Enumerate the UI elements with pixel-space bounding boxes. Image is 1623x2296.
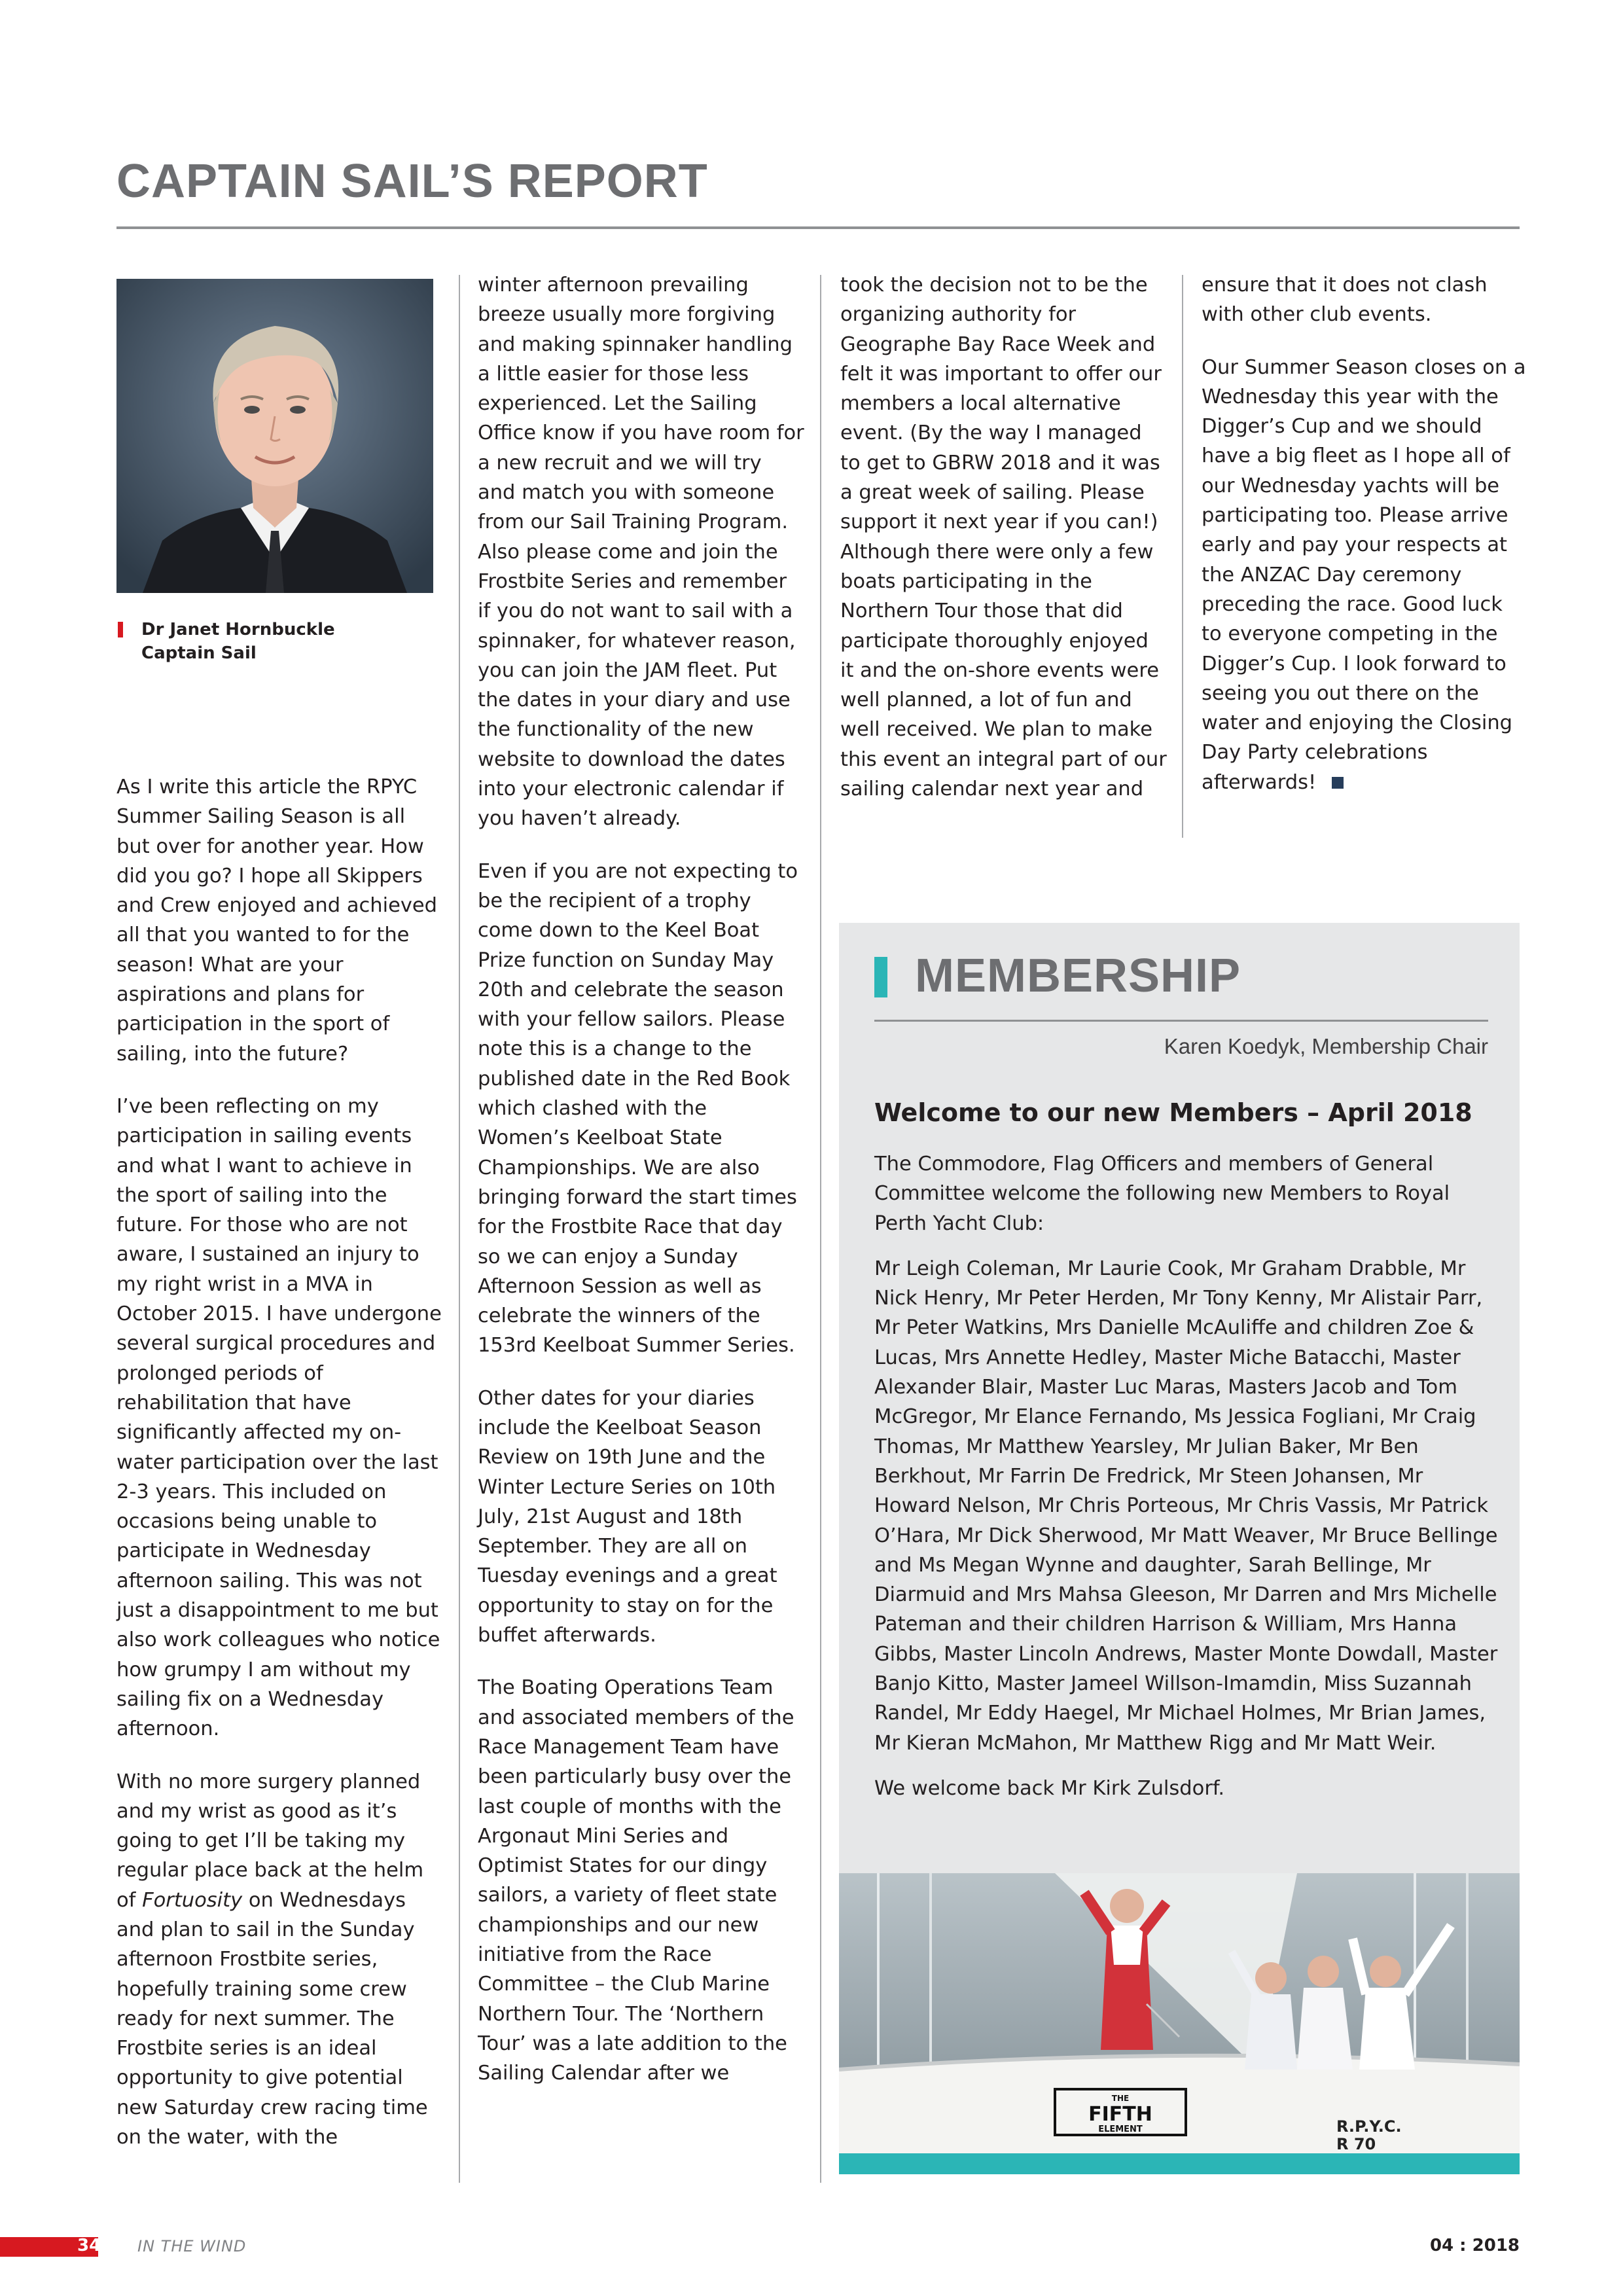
boat-name: Fortuosity bbox=[142, 1888, 243, 1912]
page-number: 34 bbox=[77, 2236, 101, 2255]
article-column-3 bbox=[840, 270, 1168, 827]
column-divider bbox=[459, 275, 460, 2183]
caption-role: Captain Sail bbox=[141, 643, 257, 663]
paragraph: Our Summer Season closes on a Wednesday this year with the Digger’s Cup and we should have a big fleet as I hope all of our Wednesday yachts will be participating too. Please arrive early and pay your respects at the ANZAC Day ceremony preceding the race. Good luck to everyone competing in the Digger’s Cup. I look forward to seeing you out there on the water and enjoying the Closing Day Party celebrations afterwards! bbox=[1202, 355, 1526, 794]
boat-name-line-3: ELEMENT bbox=[1098, 2125, 1143, 2134]
paragraph: took the decision not to be the organizing authority for Geographe Bay Race Week and felt it was important to offer our members a local alternative event. (By the way I managed to get to GBRW 2018 and it was a great week of sailing. Please support it next year if you can!) Although there were only a few boats participating in the Northern Tour those that did participate thoroughly enjoyed it and the on-shore events were well planned, a lot of fun and well received. We plan to make this event an integral part of our sailing calendar next year and bbox=[840, 274, 1167, 801]
membership-heading: Welcome to our new Members – April 2018 bbox=[874, 1098, 1472, 1127]
report-title: CAPTAIN SAIL’S REPORT bbox=[116, 155, 708, 207]
paragraph: ensure that it does not clash with other club events. bbox=[1202, 274, 1488, 327]
hull-club-text: R.P.Y.C. bbox=[1336, 2117, 1402, 2136]
membership-title: MEMBERSHIP bbox=[915, 950, 1241, 1002]
boat-name-line-2: FIFTH bbox=[1088, 2103, 1152, 2126]
caption-marker bbox=[118, 622, 123, 637]
column-divider bbox=[820, 275, 821, 2183]
captain-portrait-photo bbox=[116, 279, 433, 593]
sailing-photo-illustration bbox=[839, 1873, 1520, 2174]
welcome-back: We welcome back Mr Kirk Zulsdorf. bbox=[874, 1776, 1225, 1800]
boat-name-line-1: THE bbox=[1111, 2094, 1130, 2103]
issue-date: 04 : 2018 bbox=[1429, 2236, 1520, 2255]
portrait-illustration bbox=[116, 279, 433, 593]
paragraph: As I write this article the RPYC Summer Sailing Season is all but over for another year. How did you go? I hope all Skippers and Crew enjoyed and achieved all that you wanted to for the season! What are your aspirations and plans for participation in the sport of sailing, into the future? bbox=[116, 776, 438, 1066]
hull-sail-number: R 70 bbox=[1336, 2135, 1376, 2153]
sailing-crew-photo bbox=[839, 1873, 1520, 2174]
caption-name: Dr Janet Hornbuckle bbox=[141, 620, 335, 639]
membership-intro: The Commodore, Flag Officers and members of General Committee welcome the following new Members to Royal Perth Yacht Club: bbox=[874, 1153, 1450, 1235]
article-column-1 bbox=[116, 772, 444, 2175]
column-divider bbox=[1182, 275, 1183, 838]
membership-body bbox=[874, 1149, 1503, 1819]
membership-byline: Karen Koedyk, Membership Chair bbox=[1164, 1034, 1488, 1058]
membership-section bbox=[839, 923, 1520, 1886]
article-column-2 bbox=[478, 270, 805, 2111]
paragraph: The Boating Operations Team and associated members of the Race Management Team have been particularly busy over the last couple of months with the Argonaut Mini Series and Optimist States for our dingy sailors, a variety of fleet state championships and our new initiative from the Race Committee – the Club Marine Northern Tour. The ‘Northern Tour’ was a late addition to the Sailing Calendar after we bbox=[478, 1676, 794, 2085]
end-of-article-mark bbox=[1332, 777, 1344, 789]
membership-accent-bar bbox=[874, 957, 887, 997]
membership-divider bbox=[874, 1020, 1488, 1022]
article-column-4 bbox=[1202, 270, 1529, 820]
title-divider bbox=[116, 226, 1520, 229]
paragraph: winter afternoon prevailing breeze usually more forgiving and making spinnaker handling a little easier for those less experienced. Let the Sailing Office know if you have room for a new recruit and we will try and match you with someone from our Sail Training Program. Also please come and join the Frostbite Series and remember if you do not want to sail with a spinnaker, for whatever reason, you can join the JAM fleet. Put the dates in your diary and use the functionality of the new website to download the dates into your electronic calendar if you haven’t already. bbox=[478, 274, 804, 831]
paragraph: Other dates for your diaries include the Keelboat Season Review on 19th June and the Winter Lecture Series on 10th July, 21st August and 18th September. They are all on Tuesday evenings and a great opportunity to stay on for the buffet afterwards. bbox=[478, 1386, 777, 1647]
photo-accent-strip bbox=[839, 2153, 1520, 2174]
new-members-list: Mr Leigh Coleman, Mr Laurie Cook, Mr Graham Drabble, Mr Nick Henry, Mr Peter Herden, Mr Tony Kenny, Mr Alistair Parr, Mr Peter Watkins, Mrs Danielle McAuliffe and children Zoe & Lucas, Mrs Annette Hedley, Master Miche Batacchi, Master Alexander Blair, Master Luc Maras, Masters Jacob and Tom McGregor, Mr Elance Fernando, Ms Jessica Fogliani, Mr Craig Thomas, Mr Matthew Yearsley, Mr Julian Baker, Mr Ben Berkhout, Mr Farrin De Fredrick, Mr Steen Johansen, Mr Howard Nelson, Mr Chris Porteous, Mr Chris Vassis, Mr Patrick O’Hara, Mr Dick Sherwood, Mr Matt Weaver, Mr Bruce Bellinge and Ms Megan Wynne and daughter, Sarah Bellinge, Mr Diarmuid and Mrs Mahsa Gleeson, Mr Darren and Mrs Michelle Pateman and their children Harrison & William, Mrs Hanna Gibbs, Master Lincoln Andrews, Master Monte Dowdall, Master Banjo Kitto, Master Jameel Willson-Imamdin, Miss Suzannah Randel, Mr Eddy Haegel, Mr Michael Holmes, Mr Brian James, Mr Kieran McMahon, Mr Matthew Rigg and Mr Matt Weir. bbox=[874, 1257, 1498, 1755]
portrait-caption bbox=[116, 618, 335, 665]
paragraph: With no more surgery planned and my wrist as good as it’s going to get I’ll be taking my regular place back at the helm of Fortuosity on Wednesdays and plan to sail in the Sunday afternoon Frostbite series, hopefully training some crew ready for next summer. The Frostbite series is an ideal opportunity to give potential new Saturday crew racing time on the water, with the bbox=[116, 1770, 428, 2149]
publication-name: IN THE WIND bbox=[137, 2237, 247, 2255]
paragraph: Even if you are not expecting to be the recipient of a trophy come down to the Keel Boat Prize function on Sunday May 20th and celebrate the season with your fellow sailors. Please note this is a change to the published date in the Red Book which clashed with the Women’s Keelboat State Championships. We are also bringing forward the start times for the Frostbite Race that day so we can enjoy a Sunday Afternoon Session as well as celebrate the winners of the 153rd Keelboat Summer Series. bbox=[478, 859, 798, 1357]
paragraph: I’ve been reflecting on my participation in sailing events and what I want to achieve in the sport of sailing into the future. For those who are not aware, I sustained an injury to my right wrist in a MVA in October 2015. I have undergone several surgical procedures and prolonged periods of rehabilitation that have significantly affected my on-water participation over the last 2-3 years. This included on occasions being unable to participate in Wednesday afternoon sailing. This was not just a disappointment to me but also work colleagues who notice how grumpy I am without my sailing fix on a Wednesday afternoon. bbox=[116, 1094, 442, 1741]
